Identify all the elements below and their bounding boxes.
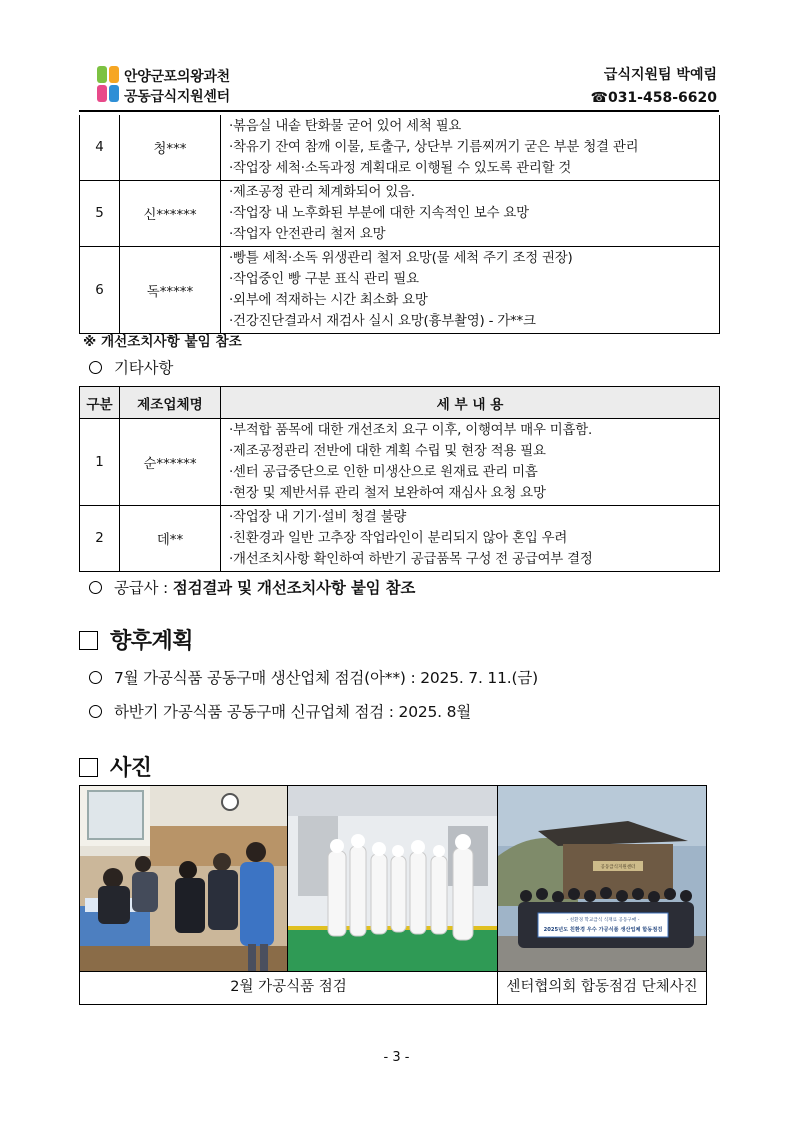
square-bullet-icon (79, 631, 98, 650)
table-row (80, 181, 720, 247)
photo-captions (79, 970, 707, 1005)
section-photos: 사진 (79, 751, 152, 782)
detail-cell (221, 181, 720, 247)
org-logo (97, 66, 119, 102)
org-name-line1: 안양군포의왕과천 (124, 69, 230, 85)
section-plan: 향후계획 (79, 624, 193, 655)
detail-line: ·볶음실 내솥 탄화물 굳어 있어 세척 필요 (229, 119, 462, 134)
company-name: 독***** (120, 247, 221, 334)
phone-number: ☎031-458-6620 (590, 90, 717, 106)
company-name: 신****** (120, 181, 221, 247)
page-number: - 3 - (383, 1050, 410, 1065)
detail-line: ·착유기 잔여 참깨 이물, 토출구, 상단부 기름찌꺼기 굳은 부분 청결 관리 (229, 140, 639, 155)
detail-cell (221, 247, 720, 334)
col-header-category: 구분 (80, 387, 120, 419)
photo-group (498, 786, 706, 971)
company-name: 순****** (120, 419, 221, 506)
team-name: 급식지원팀 박예림 (603, 67, 717, 83)
detail-line: ·건강진단결과서 재검사 실시 요망(흉부촬영) - 가**크 (229, 314, 536, 329)
company-name: 데** (120, 506, 221, 572)
table-row (80, 419, 720, 506)
photo-inspection-factory (288, 786, 497, 971)
detail-cell (221, 115, 720, 181)
detail-line: ·빵틀 세척·소독 위생관리 철저 요망(물 세척 주기 조정 권장) (229, 251, 573, 266)
circle-bullet-icon (89, 361, 102, 374)
row-number: 2 (80, 506, 120, 572)
etc-table (79, 386, 720, 572)
detail-line: ·작업장 세척·소독과정 계획대로 이행될 수 있도록 관리할 것 (229, 161, 572, 176)
plan-item-2: 하반기 가공식품 공동구매 신규업체 점검 : 2025. 8월 (89, 700, 471, 722)
detail-line: ·작업중인 빵 구분 표식 관리 필요 (229, 272, 419, 287)
detail-line: ·부적합 품목에 대한 개선조치 요구 이후, 이행여부 매우 미흡함. (229, 423, 593, 438)
inspection-table-continued (79, 115, 720, 334)
table-row (80, 506, 720, 572)
row-number: 6 (80, 247, 120, 334)
detail-line: ·외부에 적재하는 시간 최소화 요망 (229, 293, 428, 308)
row-number: 4 (80, 115, 120, 181)
col-header-details: 세 부 내 용 (221, 387, 720, 419)
photo-divider (287, 786, 288, 971)
company-name: 청*** (120, 115, 221, 181)
detail-cell (221, 506, 720, 572)
detail-line: ·현장 및 제반서류 관리 철저 보완하여 재심사 요청 요망 (229, 486, 546, 501)
square-bullet-icon (79, 758, 98, 777)
detail-cell (221, 419, 720, 506)
caption-inspection: 2월 가공식품 점검 (80, 970, 498, 1004)
row-number: 5 (80, 181, 120, 247)
detail-line: ·작업장 내 노후화된 부분에 대한 지속적인 보수 요망 (229, 206, 529, 221)
table-row (80, 247, 720, 334)
sign-text: 공동급식지원센터 (600, 865, 636, 870)
detail-line: ·작업장 내 기기·설비 청결 불량 (229, 510, 407, 525)
detail-line: ·센터 공급중단으로 인한 미생산으로 원재료 관리 미흡 (229, 465, 538, 480)
org-name-line2: 공동급식지원센터 (124, 89, 230, 105)
table-row (80, 115, 720, 181)
etc-heading: 기타사항 (89, 356, 173, 378)
photo-divider (497, 786, 498, 971)
detail-line: ·친환경과 일반 고추장 작업라인이 분리되지 않아 혼입 우려 (229, 531, 568, 546)
detail-line: ·제조공정 관리 체계화되어 있음. (229, 185, 415, 200)
circle-bullet-icon (89, 671, 102, 684)
banner-line2: 2025년도 친환경 우수 가공식품 생산업체 합동점검 (543, 927, 663, 933)
circle-bullet-icon (89, 705, 102, 718)
caption-group: 센터협의회 합동점검 단체사진 (506, 979, 698, 995)
plan-item-1: 7월 가공식품 공동구매 생산업체 점검(아**) : 2025. 7. 11.(금) (89, 666, 538, 688)
photo-strip (79, 785, 707, 972)
circle-bullet-icon (89, 581, 102, 594)
detail-line: ·개선조치사항 확인하여 하반기 공급품목 구성 전 공급여부 결정 (229, 552, 593, 567)
supplier-line: 공급사 : 점검결과 및 개선조치사항 붙임 참조 (89, 576, 415, 598)
photo-inspection-office (80, 786, 287, 971)
col-header-company: 제조업체명 (120, 387, 221, 419)
row-number: 1 (80, 419, 120, 506)
detail-line: ·작업자 안전관리 철저 요망 (229, 227, 386, 242)
banner-line1: - 친환경 학교급식 식재료 공동구매 - (566, 918, 640, 923)
note-attachment: ※ 개선조치사항 붙임 참조 (83, 334, 242, 350)
detail-line: ·제조공정관리 전반에 대한 계획 수립 및 현장 적용 필요 (229, 444, 546, 459)
header-divider (79, 110, 719, 112)
